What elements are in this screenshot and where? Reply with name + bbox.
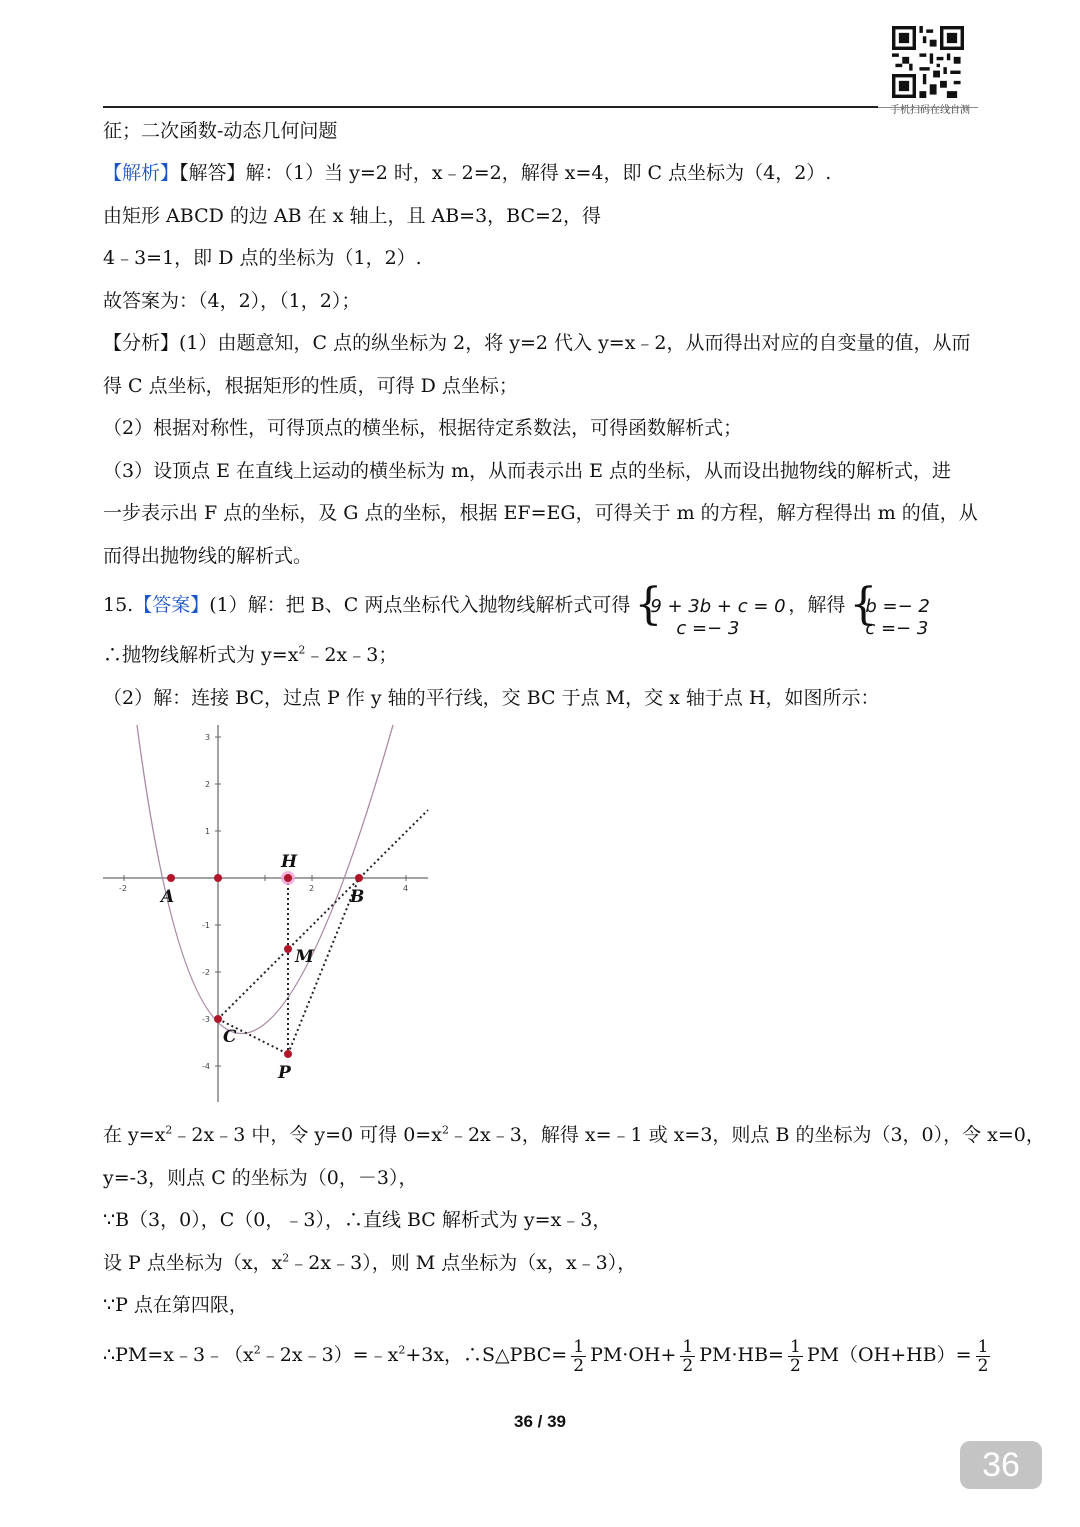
y-tick-label: 2 [205,780,211,789]
text-line: 设 P 点坐标为（x，$x^2﹣2x﹣3$），则 M 点坐标为（x，x﹣3）， [103,1251,637,1274]
fraction-half: $\frac{1}{2}$ [977,1336,989,1376]
x-tick-label: -2 [119,884,127,893]
text-line: （2）根据对称性，可得顶点的横坐标，根据待定系数法，可得函数解析式； [103,417,743,439]
text-line: 在 $y=x^2﹣2x﹣3$ 中，令 y=0 可得 $0=x^2﹣2x﹣3$，解得 x=﹣1 或 x=3，则点 B 的坐标为（3，0），令 x=0， [103,1123,1045,1146]
fraction-half: $\frac{1}{2}$ [573,1336,585,1376]
parabola-graph [100,720,435,1105]
point-p [284,1050,292,1058]
text-line: 故答案为：（4，2），（1，2）； [103,290,361,312]
page-indicator: 36 / 39 [514,1412,566,1431]
qr-caption: 手机扫码在线自测 [890,105,970,116]
point-a [167,874,175,882]
label-m: M [295,947,314,967]
text-line: ∴抛物线解析式为 $y=x^2﹣2x﹣3$； [103,643,398,666]
point-origin [214,874,222,882]
text-line: 征；二次函数-动态几何问题 [103,120,338,142]
page-badge[interactable]: 36 [960,1441,1042,1489]
y-tick-label: 1 [205,827,211,836]
y-tick-label: -4 [202,1062,210,1071]
equation-system-solution: { b =− 2 c =− 3 [849,579,930,639]
y-tick-label: -2 [202,968,210,977]
label-h: H [281,852,298,872]
label-b: B [350,887,365,907]
y-tick-label: 3 [205,733,211,742]
x-tick-label: 4 [403,884,409,893]
analysis-tag: 【解析】 [103,162,180,184]
header-rule [103,106,878,108]
fraction-half: $\frac{1}{2}$ [682,1336,694,1376]
point-m [284,945,292,953]
text-line: （2）解：连接 BC，过点 P 作 y 轴的平行线，交 BC 于点 M，交 x 轴于点 H，如图所示： [103,687,880,709]
x-tick-label: 2 [309,884,315,893]
text-line: 4﹣3=1，即 D 点的坐标为（1，2）. [103,247,422,269]
point-h [284,874,292,882]
line-bc [218,810,428,1019]
text-line: 【分析】(1）由题意知，C 点的纵坐标为 2，将 y=2 代入 y=x﹣2，从而得出对应的自变量的值，从而 [103,332,971,354]
fraction-half: $\frac{1}{2}$ [789,1336,801,1376]
text-line: 由矩形 ABCD 的边 AB 在 x 轴上，且 AB=3，BC=2，得 [103,205,602,227]
text-line: ∵P 点在第四限， [103,1294,248,1316]
answer-tag: 【答案】 [133,594,210,616]
qr-code-icon [892,26,964,98]
text-line: y=-3，则点 C 的坐标为（0，－3）， [103,1167,418,1189]
point-c [214,1015,222,1023]
text-line: 而得出抛物线的解析式。 [103,545,313,567]
equation-system: { 9 + 3b + c = 0 c =− 3 [634,579,786,639]
label-c: C [223,1027,237,1047]
label-p: P [278,1063,291,1083]
y-tick-label: -3 [202,1015,210,1024]
point-b [355,874,363,882]
text-line: 得 C 点坐标，根据矩形的性质，可得 D 点坐标； [103,375,518,397]
y-tick-label: -1 [202,921,210,930]
text-line: 一步表示出 F 点的坐标，及 G 点的坐标，根据 EF=EG，可得关于 m 的方程，解方程得出 m 的值，从 [103,502,978,524]
header-rule-thin [878,107,978,108]
text-line: 【解析】【解答】解：（1）当 y=2 时，x﹣2=2，解得 x=4，即 C 点坐标为（4，2）. [103,162,832,184]
answer-line: 15.【答案】(1）解：把 B、C 两点坐标代入抛物线解析式可得 { 9 + 3b + c = 0 c =− 3 ，解得 { b =− 2 c =− 3 [103,579,930,639]
text-line: ∵B（3，0），C（0，﹣3），∴直线 BC 解析式为 y=x﹣3， [103,1209,612,1231]
text-line: $\therefore PM=x﹣3﹣(x^2﹣2x﹣3)=﹣x^2+3x$，∴S△PBC= $\frac{1}{2}$ PM·OH+ $\frac{1}{2}$ PM·HB= $\frac{1}{2}$ PM（OH+HB）= $\frac{1}{2}$ [103,1336,989,1376]
label-a: A [161,887,175,907]
text-line: （3）设顶点 E 在直线上运动的横坐标为 m，从而表示出 E 点的坐标，从而设出抛物线的解析式，进 [103,460,952,482]
